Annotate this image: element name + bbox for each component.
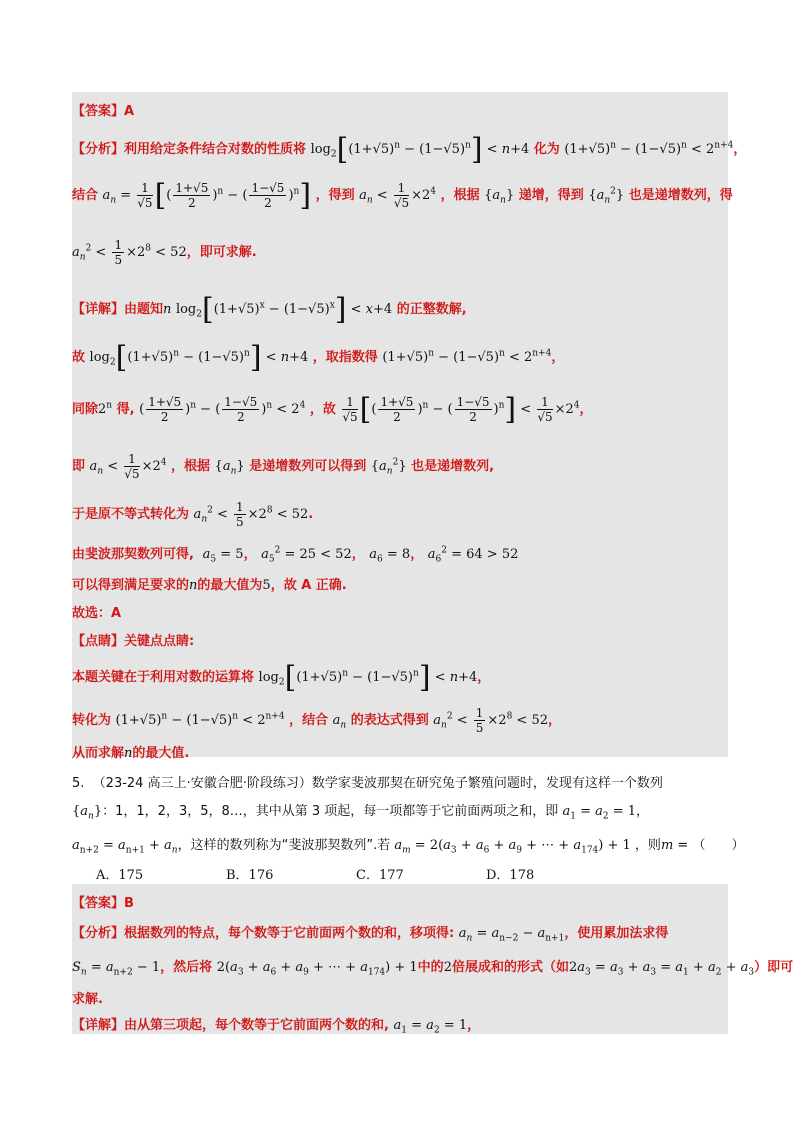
detail-line-2: 故 $\log_2[(1+√5)^n - (1-√5)^n] < n+4$ ，取指数得 $(1+√5)^n - (1-√5)^n < 2^{n+4}$， [72,340,565,375]
point-line-3: 从而求解n的最大值. [72,746,190,761]
analysis-line-3: $a_n^2$ < $\frac{1}{5}$ $\times 2^8 < 52$，即可求解. [72,238,257,267]
detail-line-5: 于是原不等式转化为 $a_n^2$ < $\frac{1}{5}$ $\times 2^8 < 52$. [72,500,314,529]
analysis2-line-1: 【分析】根据数列的特点，每个数等于它前面两个数的和，移项得: $a_n = a_{n-2} - a_{n+1}$，使用累加法求得 [72,926,669,944]
question-line-1: 5. （23-24 高三上·安徽合肥·阶段练习）数学家斐波那契在研究兔子繁殖问题时，发现有这样一个数列 [72,776,663,791]
point-line-1: 本题关键在于利用对数的运算将 $\log_2[(1+√5)^n - (1-√5)^n] < n+4$， [72,660,491,695]
point-line-2: 转化为 $(1+√5)^n - (1-√5)^n < 2^{n+4}$ ，结合 $a_n$ 的表达式得到 $a_n^2$ < $\frac{1}{5}$ $\times 2^8 < 52$， [72,706,562,735]
question-line-2: $\{a_n\}$：1，1，2，3，5，8…，其中从第 3 项起，每一项都等于它前面两项之和，即 $a_1 = a_2 = 1$， [72,804,650,822]
point-title-line: 【点睛】关键点点睛: [72,634,195,649]
choice-line: 故选：A [72,606,122,621]
detail-line-7: 可以得到满足要求的n的最大值为5，故 A 正确. [72,578,347,593]
detail2-line-1: 【详解】由从第三项起，每个数等于它前面两个数的和, $a_1 = a_2 = 1$， [72,1018,481,1036]
detail-line-4: 即 $a_n$ < $\frac{1}{√5}$ $\times 2^4$ ，根据 $\{a_n\}$ 是递增数列可以得到 $\{a_n^2\}$ 也是递增数列, [72,452,495,481]
analysis2-line-3: 求解. [72,992,103,1007]
option-b[interactable]: B．176 [226,868,274,883]
answer2-line: 【答案】B [72,896,134,911]
question-line-3: $a_{n+2} = a_{n+1} + a_n$，这样的数列称为“斐波那契数列”.若 $a_m = 2(a_3 + a_6 + a_9$ + ⋯ + $a_{174}) + 1$ ，则m = （ ） [72,838,745,856]
option-d[interactable]: D．178 [486,868,535,883]
analysis2-line-2: $S_n = a_{n+2} - 1$，然后将 $2(a_3 + a_6 + a_9$ + ⋯ + $a_{174}) + 1$中的2倍展成和的形式（如$2a_3 = a_3 + a_3 = a_1 + a_2 + a_3$）即可 [72,960,794,978]
analysis-line-1: 【分析】利用给定条件结合对数的性质将 $\log_2[(1+√5)^n - (1-√5)^n] < n+4$ 化为 $(1+√5)^n - (1-√5)^n < 2^{n+4}$， [72,132,747,167]
answer-line: 【答案】A [72,104,135,119]
option-c[interactable]: C．177 [356,868,404,883]
option-a[interactable]: A．175 [96,868,144,883]
detail-line-1: 【详解】由题知n $\log_2[(1+√5)^x - (1-√5)^x] < x+4$ 的正整数解, [72,292,467,327]
options-row [96,864,616,882]
detail-line-3: 同除2$^n$ 得, ( $\frac{1+√5}{2}$ )$^n$ − ( $\frac{1-√5}{2}$ )$^n < 2^4$ ，故 $\frac{1}{√5}$ [( $\frac{1+√5}{2}$ )$^n$ − ( $\frac{1-√5}{2}$ )$^n$] < $\frac{1}{√5}$ $\times 2^4$， [72,392,593,427]
analysis-line-2: 结合 $a_n$ = $\frac{1}{√5}$ [( $\frac{1+√5}{2}$ )$^n$ − ( $\frac{1-√5}{2}$ )$^n$] ，得到 $a_n$ < $\frac{1}{√5}$ $\times 2^4$ ，根据 $\{a_n\}$ 递增，得到 $\{a_n^2\}$ 也是递增数列，得 [72,178,733,213]
detail-line-6: 由斐波那契数列可得, $a_5 = 5$， $a_5^2 = 25 < 52$， $a_6 = 8$， $a_6^2 = 64 > 52$ [72,545,519,565]
